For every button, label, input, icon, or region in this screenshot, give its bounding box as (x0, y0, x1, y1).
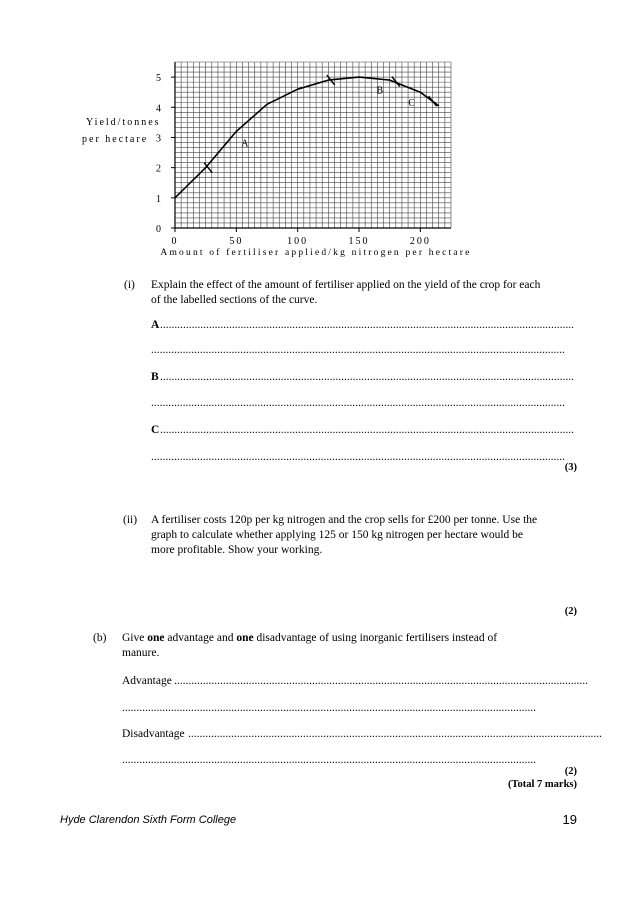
x-tick-label: 100 (287, 236, 309, 247)
answer-line-c2[interactable]: ................................................................................................................................................ (151, 451, 565, 463)
x-tick-label: 0 (171, 236, 179, 247)
question-ii-text: A fertiliser costs 120p per kg nitrogen and the crop sells for £200 per tonne. Use the graph to calculate whether applying 125 or 150 kg nitrogen per hectare would be more profitable. Show your working. (151, 514, 538, 556)
answer-line-b2[interactable]: ................................................................................................................................................ (151, 397, 565, 409)
footer-college: Hyde Clarendon Sixth Form College (60, 814, 237, 826)
footer-page-number: 19 (562, 812, 577, 827)
answer-label-a: A (151, 319, 160, 331)
x-tick-label: 50 (229, 236, 244, 247)
marks-i: (3) (564, 462, 577, 473)
answer-label-c: C (151, 424, 160, 436)
advantage-label: Advantage (122, 675, 172, 687)
y-tick-label: 0 (156, 224, 161, 235)
y-tick-label: 5 (156, 73, 161, 85)
disadvantage-line-2[interactable]: ................................................................................................................................................ (122, 754, 536, 766)
answer-line-a1[interactable]: ................................................................................................................................................ (160, 319, 574, 331)
y-tick-label: 3 (156, 133, 161, 145)
answer-label-b: B (151, 371, 159, 383)
y-tick-label: 1 (156, 193, 161, 205)
section-label-c: C (408, 97, 416, 109)
section-label-b: B (376, 85, 384, 97)
marks-b: (2) (564, 766, 577, 777)
answer-line-b1[interactable]: ................................................................................................................................................ (160, 371, 574, 383)
question-i-text: Explain the effect of the amount of fertiliser applied on the yield of the crop for each of the labelled sections of the curve. (151, 279, 541, 306)
y-axis-label-line2: per hectare (82, 134, 149, 145)
question-b-number: (b) (93, 632, 107, 644)
question-b-text: Give one advantage and one disadvantage of using inorganic fertilisers instead of manure. (122, 632, 498, 659)
section-label-a: A (241, 138, 249, 150)
yield-graph (0, 0, 638, 260)
advantage-line-2[interactable]: ................................................................................................................................................ (122, 702, 536, 714)
answer-line-a2[interactable]: ................................................................................................................................................ (151, 344, 565, 356)
x-tick-label: 200 (409, 236, 431, 247)
graph-grid (175, 62, 451, 228)
advantage-line-1[interactable]: ................................................................................................................................................ (174, 675, 588, 687)
y-tick-label: 4 (156, 103, 161, 115)
marks-ii: (2) (564, 606, 577, 617)
disadvantage-line-1[interactable]: ................................................................................................................................................ (188, 728, 602, 740)
disadvantage-label: Disadvantage (122, 728, 185, 740)
question-i-number: (i) (124, 279, 135, 291)
x-axis-label: Amount of fertiliser applied/kg nitrogen per hectare (160, 248, 472, 258)
answer-line-c1[interactable]: ................................................................................................................................................ (160, 424, 574, 436)
y-axis-label-line1: Yield/tonnes (86, 117, 161, 128)
x-tick-label: 150 (348, 236, 370, 247)
y-tick-label: 2 (156, 163, 161, 175)
question-ii-number: (ii) (123, 514, 138, 526)
total-marks: (Total 7 marks) (507, 779, 577, 790)
